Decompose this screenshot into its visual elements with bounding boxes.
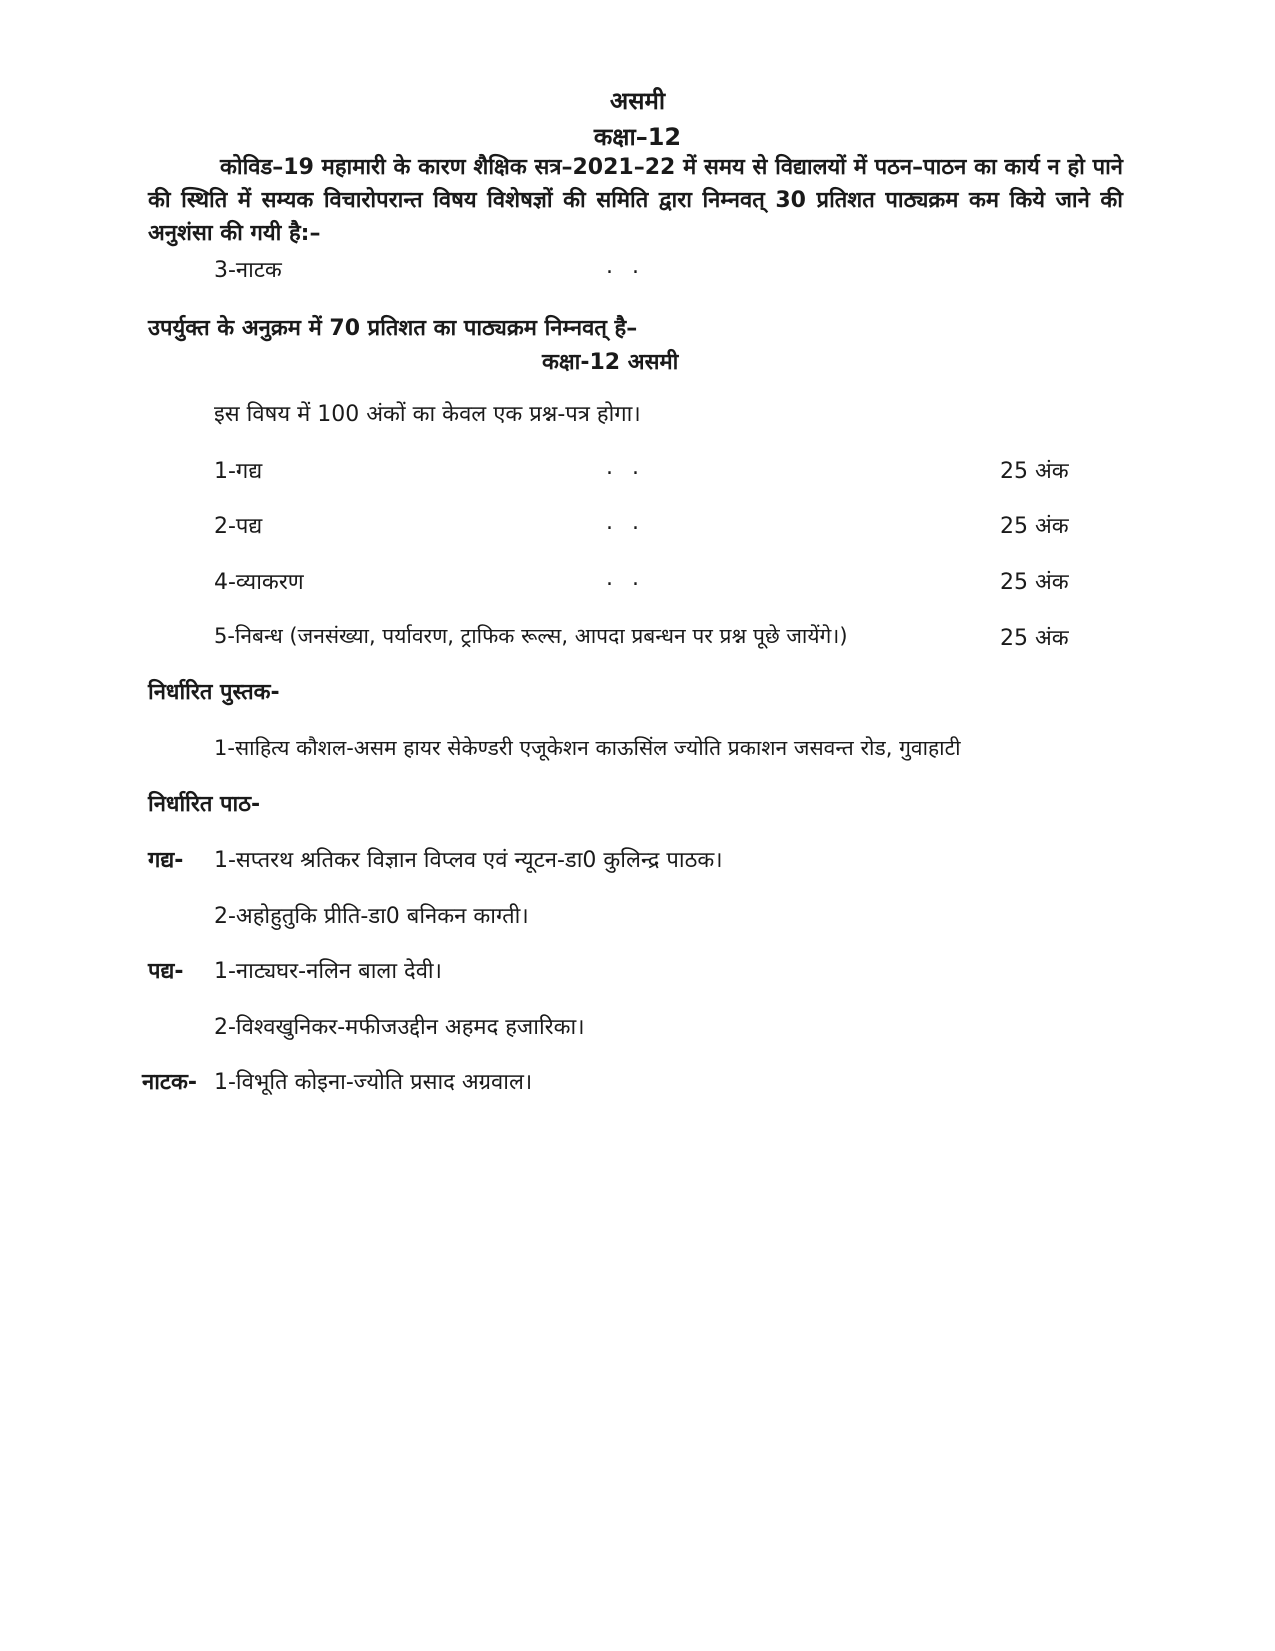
- prose-lesson: 2-अहोहुतुकि प्रीति-डा0 बनिकन काग्ती।: [214, 904, 529, 929]
- prose-lesson: 1-सप्तरथ श्रतिकर विज्ञान विप्लव एवं न्यूटन-डा0 कुलिन्द्र पाठक।: [214, 848, 723, 873]
- book-item: 1-साहित्य कौशल-असम हायर सेकेण्डरी एजूकेशन काऊसिंल ज्योति प्रकाशन जसवन्त रोड, गुवाहाटी: [214, 736, 961, 760]
- syllabus-item-label: 5-निबन्ध (जनसंख्या, पर्यावरण, ट्राफिक रूल्स, आपदा प्रबन्धन पर प्रश्न पूछे जायेंगे।): [214, 624, 848, 648]
- subject-title: असमी: [609, 87, 666, 115]
- syllabus-subheading: कक्षा-12 असमी: [542, 350, 679, 375]
- syllabus-item-marks: 25 अंक: [1000, 514, 1069, 539]
- syllabus-heading: उपर्युक्त के अनुक्रम में 70 प्रतिशत का पाठ्यक्रम निम्नवत् है–: [148, 316, 638, 341]
- drama-label: नाटक-: [142, 1070, 198, 1095]
- prose-label: गद्य-: [148, 848, 184, 873]
- removed-item-label: 3-नाटक: [214, 258, 282, 283]
- syllabus-item-dots: . .: [606, 566, 645, 591]
- syllabus-item-dots: . .: [606, 510, 645, 535]
- syllabus-item-marks: 25 अंक: [1000, 459, 1069, 484]
- poetry-label: पद्य-: [148, 959, 184, 984]
- removed-item-dots: . .: [606, 254, 645, 279]
- syllabus-item-dots: . .: [606, 455, 645, 480]
- syllabus-item-label: 4-व्याकरण: [214, 570, 304, 595]
- books-heading: निर्धारित पुस्तक-: [148, 680, 280, 705]
- poetry-lesson: 2-विश्वखुनिकर-मफीजउद्दीन अहमद हजारिका।: [214, 1015, 585, 1040]
- syllabus-item-marks: 25 अंक: [1000, 626, 1069, 651]
- class-title: कक्षा–12: [593, 123, 682, 151]
- syllabus-item-label: 2-पद्य: [214, 514, 263, 539]
- lessons-heading: निर्धारित पाठ-: [148, 792, 261, 817]
- drama-lesson: 1-विभूति कोइना-ज्योति प्रसाद अग्रवाल।: [214, 1070, 533, 1095]
- poetry-lesson: 1-नाट्यघर-नलिन बाला देवी।: [214, 959, 442, 984]
- intro-paragraph: कोविड–19 महामारी के कारण शैक्षिक सत्र–2021–22 में समय से विद्यालयों में पठन–पाठन का कार्य न हो पाने की स्थिति में सम्यक विचारोपरान्त विषय विशेषज्ञों की समिति द्वारा निम्नवत् 30 प्रतिशत पाठ्यक्रम कम किये जाने की अनुशंसा की गयी है:–: [148, 155, 1123, 246]
- paper-note: इस विषय में 100 अंकों का केवल एक प्रश्न-पत्र होगा।: [214, 402, 641, 427]
- syllabus-item-marks: 25 अंक: [1000, 570, 1069, 595]
- syllabus-item-label: 1-गद्य: [214, 459, 263, 484]
